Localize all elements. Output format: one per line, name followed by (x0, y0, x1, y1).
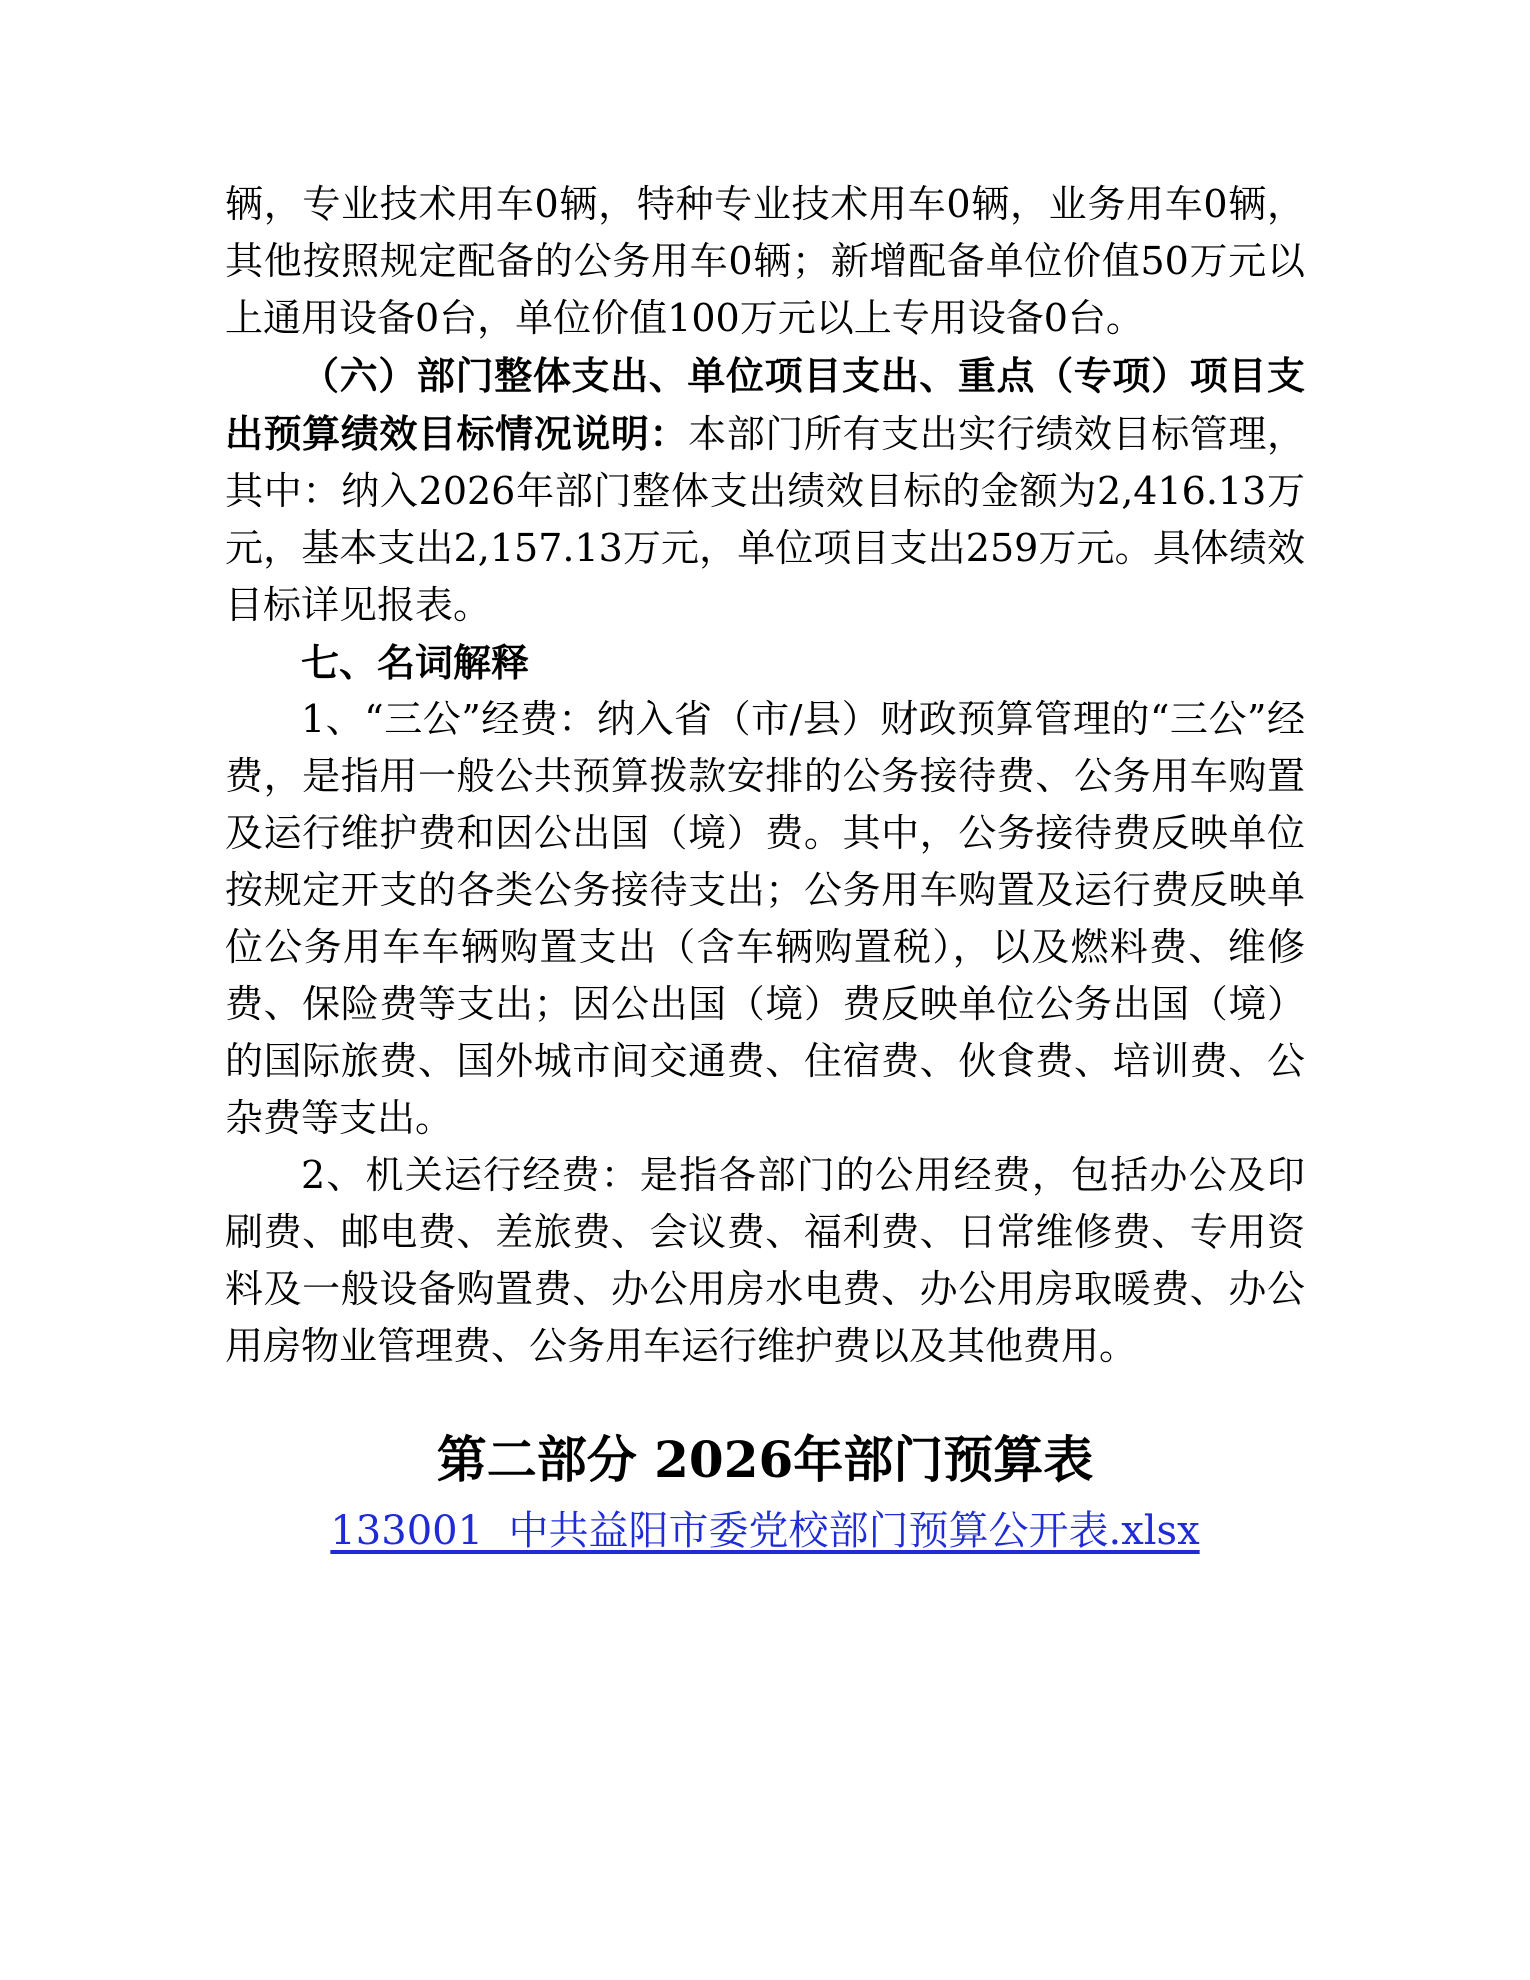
section-6-title: （六）部门整体支出、单位项目支出、重点（专项）项目支出预算绩效目标情况说明： (225, 353, 1305, 456)
term-2-agency-operating-expenses: 2、机关运行经费：是指各部门的公用经费，包括办公及印刷费、邮电费、差旅费、会议费、福利费、日常维修费、专用资料及一般设备购置费、办公用房水电费、办公用房取暖费、办公用房物业管理费、公务用车运行维护费以及其他费用。 (225, 1153, 1305, 1368)
attachment-link-container (0, 1503, 1530, 1559)
section-7-heading: 七、名词解释 (301, 640, 530, 685)
section-6-body: 本部门所有支出实行绩效目标管理，其中：纳入2026年部门整体支出绩效目标的金额为2,416.13万元，基本支出2,157.13万元，单位项目支出259万元。具体绩效目标详见报表。 (225, 412, 1305, 627)
document-body (225, 176, 1305, 1375)
section-6-paragraph (225, 347, 1305, 634)
term-1-three-public-expenses: 1、“三公”经费：纳入省（市/县）财政预算管理的“三公”经费，是指用一般公共预算拨款安排的公务接待费、公务用车购置及运行维护费和因公出国（境）费。其中，公务接待费反映单位按规定开支的各类公务接待支出；公务用车购置及运行费反映单位公务用车车辆购置支出（含车辆购置税），以及燃料费、维修费、保险费等支出；因公出国（境）费反映单位公务出国（境）的国际旅费、国外城市间交通费、住宿费、伙食费、培训费、公杂费等支出。 (225, 697, 1305, 1140)
budget-table-attachment-link[interactable]: 133001 中共益阳市委党校部门预算公开表.xlsx (330, 1508, 1200, 1554)
paragraph-vehicles: 辆，专业技术用车0辆，特种专业技术用车0辆，业务用车0辆，其他按照规定配备的公务用车0辆；新增配备单位价值50万元以上通用设备0台，单位价值100万元以上专用设备0台。 (225, 182, 1305, 340)
part-2-title: 第二部分 2026年部门预算表 (436, 1430, 1094, 1489)
